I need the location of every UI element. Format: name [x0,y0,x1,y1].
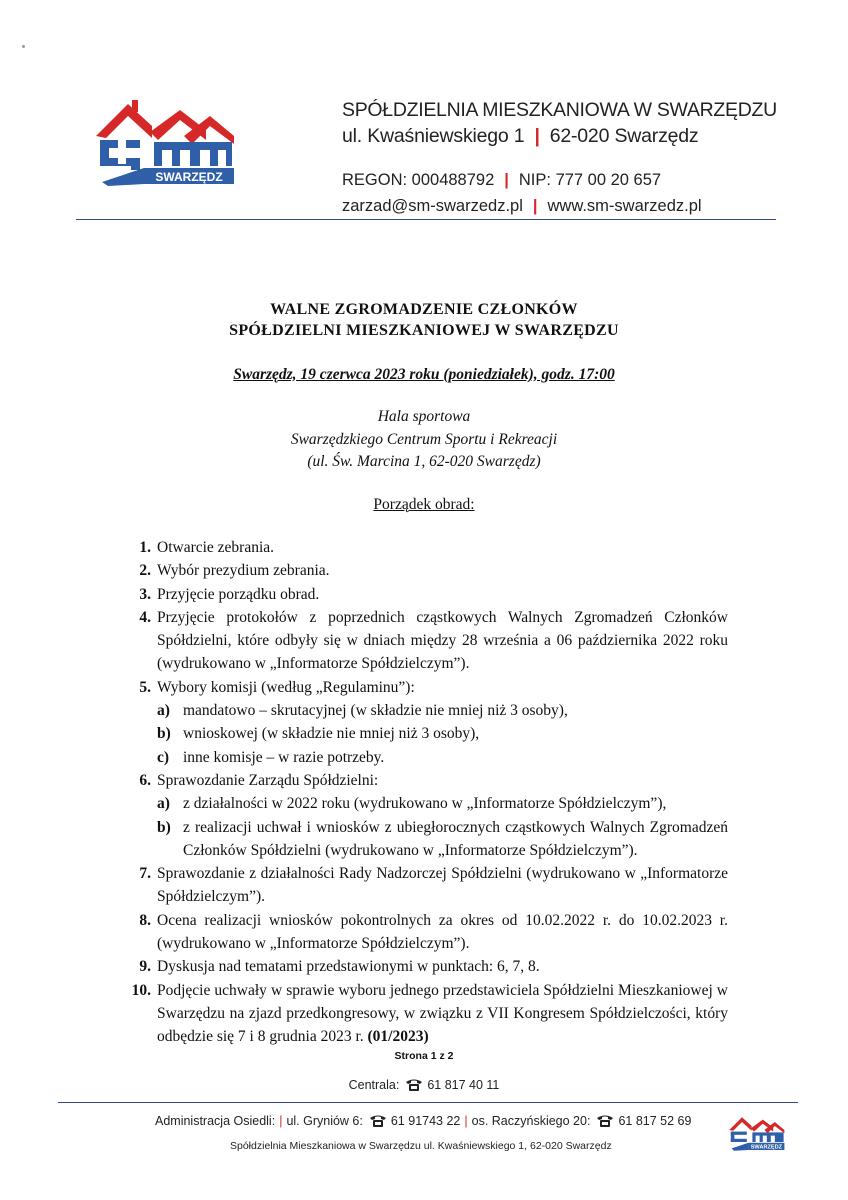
email-link[interactable]: zarzad@sm-swarzedz.pl [342,197,523,215]
meeting-date: Swarzędz, 19 czerwca 2023 roku (poniedziałek), godz. 17:00 [233,366,615,383]
branch1-phone: 61 91743 22 [390,1114,461,1128]
title-line-2: SPÓŁDZIELNI MIESZKANIOWEJ W SWARZĘDZU [229,322,619,339]
central-phone-line [0,1078,848,1092]
regon: REGON: 000488792 [342,171,495,189]
agenda-item [123,909,728,956]
separator: | [464,1114,468,1128]
org-contact [342,193,777,219]
agenda-item [123,676,728,769]
page-number: Strona 1 z 2 [394,1050,454,1062]
item-number: 8. [139,911,151,929]
sm-swarzedz-logo-small [726,1112,786,1156]
sub-text: z realizacji uchwał i wniosków z ubiegłorocznych cząstkowych Walnych Zgromadzeń Członków Spółdzielni (wydrukowano w „Informatorze Spółdzielczym”). [183,818,728,859]
org-ids [342,167,777,193]
item-number: 10. [131,981,151,999]
footer-divider [58,1102,798,1103]
branch2-label: os. Raczyńskiego 20: [471,1114,591,1128]
agenda-item [123,955,728,978]
item-text: Wybór prezydium zebrania. [157,562,330,580]
sub-text: wnioskowej (w składzie nie mniej niż 3 osoby), [183,725,480,743]
sub-item [157,746,728,769]
sub-letter: b) [157,818,171,836]
admin-label: Administracja Osiedli: [155,1114,276,1128]
agenda-heading: Porządek obrad: [373,496,475,513]
item-body [157,676,728,769]
item-number: 3. [139,585,151,603]
item-text: Sprawozdanie Zarządu Spółdzielni: [157,771,379,789]
item-text: Wybory komisji (według „Regulaminu”): [157,678,415,696]
agenda-item [123,769,728,862]
item-text: Ocena realizacji wniosków pokontrolnych za okres od 10.02.2022 r. do 10.02.2023 r. (wydrukowano w „Informatorze Spółdzielczym”). [157,911,728,953]
agenda-item [123,862,728,909]
item-number: 4. [139,608,151,626]
agenda-item [123,559,728,582]
sub-item [157,722,728,745]
address-city: 62-020 Swarzędz [549,125,699,147]
item-number: 1. [139,539,151,556]
sub-item [157,816,728,863]
item-text-wrap [157,979,728,1049]
scan-dot [22,45,25,48]
sub-text: inne komisje – w razie potrzeby. [183,748,385,766]
item-text: Otwarcie zebrania. [157,539,275,556]
agenda-list [123,536,728,1049]
sub-letter: c) [157,748,170,766]
item-number: 5. [139,678,151,696]
website-link[interactable]: www.sm-swarzedz.pl [547,197,702,215]
org-name: SPÓŁDZIELNIA MIESZKANIOWA W SWARZĘDZU [342,99,777,121]
separator: | [534,125,540,147]
sub-letter: a) [157,702,170,720]
logo-text: SWARZĘDZ [155,170,223,184]
agenda-item [123,606,728,676]
phone-icon [369,1114,387,1128]
item-text: Przyjęcie protokołów z poprzednich cząstkowych Walnych Zgromadzeń Członków Spółdzielni, które odbyły się w dniach między 28 września a 06 października 2022 roku (wydrukowano w „Informatorze Spółdzielczym”). [157,608,728,673]
sub-item [157,699,728,722]
agenda-item [123,536,728,559]
item-body [157,769,728,862]
venue-line-2: Swarzędzkiego Centrum Sportu i Rekreacji [290,430,558,448]
central-phone: 61 817 40 11 [427,1078,500,1092]
org-address [342,123,777,149]
item-number: 9. [139,958,151,976]
separator: | [532,197,538,215]
item-number: 7. [139,865,151,883]
item-text: Podjęcie uchwały w sprawie wyboru jednego przedstawiciela Spółdzielni Mieszkaniowej w Swarzędzu na zjazd przedkongresowy, w związku z VII Kongresem Spółdzielczości, który odbędzie się 7 i 8 grudnia 2023 r. [157,981,728,1046]
branch2-phone: 61 817 52 69 [618,1114,692,1128]
sub-text: mandatowo – skrutacyjnej (w składzie nie mniej niż 3 osoby), [183,702,568,720]
title-line-1: WALNE ZGROMADZENIE CZŁONKÓW [270,301,578,318]
sub-letter: b) [157,725,171,743]
separator: | [279,1114,283,1128]
phone-icon [405,1078,423,1092]
item-text: Przyjęcie porządku obrad. [157,585,320,603]
address-street: ul. Kwaśniewskiego 1 [342,125,525,147]
item-number: 2. [139,562,151,580]
venue [0,406,848,474]
header-info [342,97,777,219]
branch1-label: ul. Gryniów 6: [286,1114,363,1128]
item-text: Dyskusja nad tematami przedstawionymi w punktach: 6, 7, 8. [157,958,540,976]
separator: | [504,171,509,189]
sub-letter: a) [157,795,170,813]
admin-line [155,1114,691,1128]
phone-icon [596,1114,614,1128]
logo-text-small: SWARZĘDZ [750,1144,783,1151]
central-label: Centrala: [348,1078,400,1092]
nip: NIP: 777 00 20 657 [518,171,662,189]
sub-text: z działalności w 2022 roku (wydrukowano w „Informatorze Spółdzielczym”), [183,795,667,813]
org-full-address: Spółdzielnia Mieszkaniowa w Swarzędzu ul. Kwaśniewskiego 1, 62-020 Swarzędz [230,1140,612,1152]
header-divider [76,219,776,220]
venue-line-3: (ul. Św. Marcina 1, 62-020 Swarzędz) [307,453,541,470]
sub-item [157,792,728,815]
sm-swarzedz-logo [88,96,238,196]
agenda-item [123,583,728,606]
venue-line-1: Hala sportowa [377,408,471,425]
resolution-number: (01/2023) [367,1028,429,1046]
item-text: Sprawozdanie z działalności Rady Nadzorczej Spółdzielni (wydrukowano w „Informatorze Spółdzielczym”). [157,865,728,906]
agenda-item [123,979,728,1049]
item-number: 6. [139,771,151,789]
